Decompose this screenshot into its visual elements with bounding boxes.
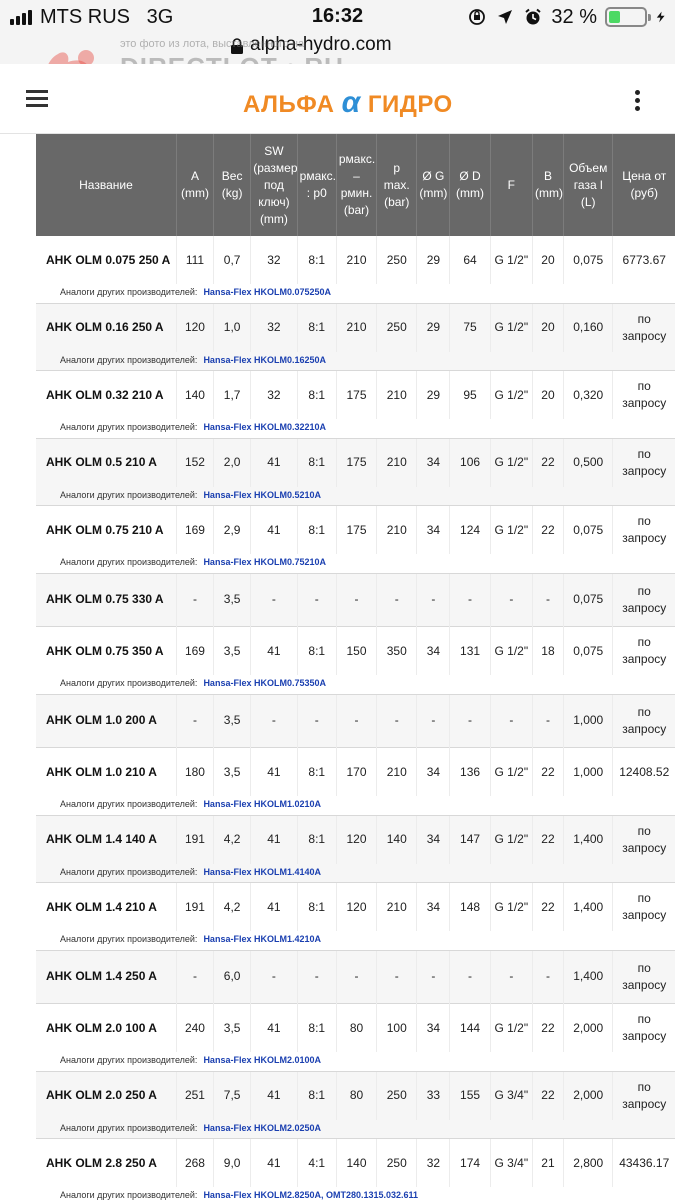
cell-b: 20 [532,304,563,352]
table-row [36,816,675,864]
cell-name: AHK OLM 0.32 210 A [36,371,176,419]
cell-og: 29 [417,304,450,352]
cell-f: G 1/2" [490,304,532,352]
cell-pmax-pmin: 80 [336,1072,376,1120]
analog-row [36,1052,675,1071]
cell-pmax-p0: 8:1 [297,748,336,796]
carrier-name: MTS RUS [40,6,130,28]
cell-od: 136 [450,748,490,796]
cell-od: - [450,951,490,1004]
cell-f: G 1/2" [490,883,532,931]
header-volume: Объем газа l (L) [563,134,613,236]
cell-p-max: - [377,695,417,748]
cell-pmax-pmin: 170 [336,748,376,796]
cell-p-max: - [377,574,417,627]
cell-weight: 6,0 [214,951,251,1004]
cell-p-max: 250 [377,1072,417,1120]
analog-cell [36,931,675,950]
analog-cell [36,1120,675,1139]
analog-link[interactable]: Hansa-Flex HKOLM2.0250A [203,1122,321,1133]
table-row [36,951,675,1004]
cell-f: - [490,695,532,748]
analog-row [36,864,675,883]
cell-p-max: 210 [377,506,417,554]
cell-pmax-pmin: 120 [336,816,376,864]
table-row [36,1139,675,1187]
cell-a: 268 [176,1139,213,1187]
more-options-icon[interactable] [635,90,641,110]
analog-prefix: Аналоги других производителей: [60,934,198,944]
cell-p-max: 210 [377,748,417,796]
cell-volume: 0,075 [563,506,613,554]
cell-name: AHK OLM 0.5 210 A [36,439,176,487]
cell-a: 169 [176,506,213,554]
header-pmax-pmin: pмакс. – pмин. (bar) [336,134,376,236]
cell-sw: 41 [251,627,297,675]
cell-b: 22 [532,883,563,931]
cell-p-max: 250 [377,1139,417,1187]
table-row [36,1004,675,1052]
cell-pmax-p0: 8:1 [297,439,336,487]
cell-og: 33 [417,1072,450,1120]
table-row [36,506,675,554]
cell-pmax-p0: 8:1 [297,371,336,419]
header-og: Ø G (mm) [417,134,450,236]
cell-volume: 1,400 [563,883,613,931]
browser-url-bar[interactable] [0,34,675,64]
analog-row [36,1120,675,1139]
cell-name: AHK OLM 1.4 140 A [36,816,176,864]
cell-weight: 3,5 [214,1004,251,1052]
orientation-lock-icon [467,7,487,27]
header-weight: Вес (kg) [214,134,251,236]
cell-a: - [176,695,213,748]
cell-volume: 1,400 [563,951,613,1004]
cell-sw: 41 [251,883,297,931]
analog-cell [36,352,675,371]
cell-name: AHK OLM 0.075 250 A [36,236,176,284]
cell-p-max: 210 [377,371,417,419]
analog-link[interactable]: Hansa-Flex HKOLM2.0100A [203,1055,321,1065]
analog-cell [36,1187,675,1200]
header-sw: SW (размер под ключ) (mm) [251,134,297,236]
cell-od: 155 [450,1072,490,1120]
menu-icon[interactable] [26,90,48,108]
cell-a: - [176,574,213,627]
cell-volume: 2,800 [563,1139,613,1187]
analog-link[interactable]: Hansa-Flex HKOLM0.75210A [203,557,326,567]
analog-prefix: Аналоги других производителей: [60,1122,198,1133]
analog-prefix: Аналоги других производителей: [60,287,198,297]
cell-p-max: 140 [377,816,417,864]
analog-link[interactable]: Hansa-Flex HKOLM0.16250A [203,354,326,365]
charging-bolt-icon [655,7,667,27]
header-od: Ø D (mm) [450,134,490,236]
network-type: 3G [146,6,174,28]
analog-prefix: Аналоги других производителей: [60,354,198,365]
analog-cell [36,487,675,506]
site-header [0,64,675,134]
cell-od: 144 [450,1004,490,1052]
analog-link[interactable]: Hansa-Flex HKOLM0.5210A [203,489,321,500]
analog-row [36,1187,675,1200]
cell-weight: 2,0 [214,439,251,487]
battery-icon [605,7,647,27]
watermark-caption: это фото из лота, выставленного на [120,38,305,50]
cell-pmax-pmin: 175 [336,371,376,419]
cell-pmax-p0: 8:1 [297,627,336,675]
analog-prefix: Аналоги других производителей: [60,799,198,809]
cell-weight: 9,0 [214,1139,251,1187]
cell-weight: 3,5 [214,574,251,627]
logo-alpha-symbol: α [341,86,361,119]
cell-sw: - [251,695,297,748]
cell-og: 34 [417,816,450,864]
analog-prefix: Аналоги других производителей: [60,866,198,877]
cell-f: - [490,951,532,1004]
cell-weight: 0,7 [214,236,251,284]
cell-price: по запросу [613,951,675,1004]
cell-od: 106 [450,439,490,487]
analog-row [36,931,675,950]
cell-p-max: 210 [377,439,417,487]
cell-pmax-p0: 8:1 [297,304,336,352]
cell-name: AHK OLM 1.0 210 A [36,748,176,796]
table-row [36,695,675,748]
table-header [36,134,675,236]
cell-b: 18 [532,627,563,675]
cell-a: 111 [176,236,213,284]
analog-cell [36,419,675,438]
cell-weight: 3,5 [214,627,251,675]
cell-a: 240 [176,1004,213,1052]
cell-pmax-p0: 4:1 [297,1139,336,1187]
cell-volume: 0,075 [563,627,613,675]
cell-pmax-p0: 8:1 [297,816,336,864]
cell-name: AHK OLM 2.8 250 A [36,1139,176,1187]
cell-a: 191 [176,816,213,864]
cell-price: по запросу [613,883,675,931]
cell-name: AHK OLM 2.0 100 A [36,1004,176,1052]
header-b: B (mm) [532,134,563,236]
cell-b: - [532,574,563,627]
analog-row [36,284,675,303]
cell-name: AHK OLM 0.75 330 A [36,574,176,627]
analog-prefix: Аналоги других производителей: [60,422,198,432]
cell-volume: 0,075 [563,574,613,627]
header-name: Название [36,134,176,236]
cell-f: G 3/4" [490,1139,532,1187]
cell-a: 120 [176,304,213,352]
cell-sw: 32 [251,304,297,352]
cell-og: 34 [417,1004,450,1052]
cell-sw: - [251,951,297,1004]
cell-pmax-pmin: 140 [336,1139,376,1187]
cell-pmax-pmin: 120 [336,883,376,931]
analog-prefix: Аналоги других производителей: [60,678,198,688]
cell-sw: 41 [251,506,297,554]
cell-og: - [417,695,450,748]
cell-od: - [450,695,490,748]
cell-pmax-pmin: 175 [336,439,376,487]
analog-row [36,352,675,371]
cell-f: G 1/2" [490,1004,532,1052]
site-logo[interactable] [243,86,453,120]
cell-weight: 3,5 [214,748,251,796]
status-icons [467,5,667,29]
header-f: F [490,134,532,236]
cell-b: - [532,695,563,748]
status-bar [0,0,675,34]
clock: 16:32 [311,5,364,27]
analog-cell [36,675,675,694]
table-row [36,1072,675,1120]
analog-prefix: Аналоги других производителей: [60,1190,198,1200]
cell-p-max: 210 [377,883,417,931]
cell-sw: 41 [251,816,297,864]
cell-p-max: 100 [377,1004,417,1052]
analog-row [36,487,675,506]
cell-pmax-p0: 8:1 [297,506,336,554]
analog-prefix: Аналоги других производителей: [60,1055,198,1065]
cell-price: по запросу [613,574,675,627]
cell-f: G 1/2" [490,371,532,419]
alarm-icon [523,7,543,27]
cell-b: 22 [532,439,563,487]
cell-b: 22 [532,1004,563,1052]
cell-price: по запросу [613,816,675,864]
cell-weight: 4,2 [214,883,251,931]
cell-p-max: - [377,951,417,1004]
cell-od: 174 [450,1139,490,1187]
analog-row [36,675,675,694]
cell-sw: 32 [251,236,297,284]
logo-word-gidro: ГИДРО [367,91,453,118]
cell-f: G 1/2" [490,748,532,796]
cell-pmax-pmin: 80 [336,1004,376,1052]
cell-f: G 3/4" [490,1072,532,1120]
cell-sw: - [251,574,297,627]
cell-od: 64 [450,236,490,284]
cell-a: 140 [176,371,213,419]
cell-og: 29 [417,236,450,284]
cell-pmax-pmin: 150 [336,627,376,675]
cell-p-max: 250 [377,236,417,284]
cell-pmax-pmin: - [336,574,376,627]
cell-pmax-p0: 8:1 [297,883,336,931]
cell-og: 34 [417,627,450,675]
cell-sw: 41 [251,1072,297,1120]
analog-cell [36,796,675,815]
cell-a: 180 [176,748,213,796]
cell-name: AHK OLM 2.0 250 A [36,1072,176,1120]
logo-word-alfa: АЛЬФА [243,91,335,118]
cell-og: 34 [417,883,450,931]
analog-cell [36,284,675,303]
analog-link[interactable]: Hansa-Flex HKOLM0.32210A [203,422,326,432]
cell-b: - [532,951,563,1004]
cell-b: 21 [532,1139,563,1187]
cell-og: 29 [417,371,450,419]
location-icon [495,7,515,27]
cell-pmax-pmin: 175 [336,506,376,554]
cell-og: - [417,574,450,627]
cell-f: G 1/2" [490,506,532,554]
cell-price: по запросу [613,627,675,675]
cell-sw: 41 [251,1004,297,1052]
cell-og: 34 [417,748,450,796]
analog-cell [36,1052,675,1071]
header-p-max: p max. (bar) [377,134,417,236]
cell-volume: 1,000 [563,695,613,748]
cell-pmax-p0: - [297,695,336,748]
cell-pmax-pmin: - [336,695,376,748]
cell-f: G 1/2" [490,816,532,864]
table-row [36,574,675,627]
cell-volume: 0,075 [563,236,613,284]
cell-pmax-pmin: 210 [336,304,376,352]
cell-a: 251 [176,1072,213,1120]
cell-price: по запросу [613,371,675,419]
analog-link[interactable]: Hansa-Flex HKOLM1.0210A [203,799,321,809]
battery-level-fill [609,11,620,23]
cell-od: 75 [450,304,490,352]
table-row [36,236,675,284]
cell-weight: 1,7 [214,371,251,419]
analog-link[interactable]: Hansa-Flex HKOLM0.75350A [203,678,326,688]
cell-price: 43436.17 [613,1139,675,1187]
cell-og: 34 [417,439,450,487]
cell-weight: 1,0 [214,304,251,352]
table-row [36,748,675,796]
cell-b: 20 [532,371,563,419]
table-row [36,883,675,931]
cell-od: 124 [450,506,490,554]
cell-name: AHK OLM 1.0 200 A [36,695,176,748]
cell-p-max: 350 [377,627,417,675]
cell-f: G 1/2" [490,627,532,675]
accumulator-specs-table [36,134,675,1200]
cell-f: G 1/2" [490,439,532,487]
analog-link[interactable]: Hansa-Flex HKOLM1.4210A [203,934,321,944]
analog-prefix: Аналоги других производителей: [60,489,198,500]
cell-pmax-p0: - [297,951,336,1004]
table-row [36,439,675,487]
header-a: A (mm) [176,134,213,236]
cell-od: - [450,574,490,627]
cell-a: 152 [176,439,213,487]
cell-f: - [490,574,532,627]
cell-price: по запросу [613,695,675,748]
cell-volume: 2,000 [563,1004,613,1052]
table-row [36,627,675,675]
cell-name: AHK OLM 0.75 350 A [36,627,176,675]
cell-p-max: 250 [377,304,417,352]
cell-volume: 1,000 [563,748,613,796]
cell-price: по запросу [613,439,675,487]
table-row [36,304,675,352]
cell-name: AHK OLM 1.4 210 A [36,883,176,931]
battery-percent: 32 % [551,5,597,28]
cell-od: 131 [450,627,490,675]
url-text[interactable]: alpha-hydro.com [250,34,392,55]
table-row [36,371,675,419]
cell-price: 6773.67 [613,236,675,284]
analog-cell [36,864,675,883]
cell-volume: 0,320 [563,371,613,419]
cell-od: 147 [450,816,490,864]
cell-og: - [417,951,450,1004]
product-table-container [36,134,675,1200]
cell-price: по запросу [613,1004,675,1052]
analog-row [36,419,675,438]
cell-sw: 41 [251,1139,297,1187]
cell-pmax-p0: 8:1 [297,1004,336,1052]
cell-b: 20 [532,236,563,284]
cell-weight: 4,2 [214,816,251,864]
table-body [36,236,675,1200]
cell-price: по запросу [613,304,675,352]
analog-link[interactable]: Hansa-Flex HKOLM1.4140A [203,866,321,877]
cell-b: 22 [532,506,563,554]
analog-link[interactable]: Hansa-Flex HKOLM0.075250A [203,287,331,297]
cell-od: 148 [450,883,490,931]
cell-pmax-p0: - [297,574,336,627]
analog-row [36,554,675,573]
cell-volume: 2,000 [563,1072,613,1120]
cell-od: 95 [450,371,490,419]
header-pmax-p0: pмакс. : p0 [297,134,336,236]
cell-price: 12408.52 [613,748,675,796]
cell-b: 22 [532,816,563,864]
cell-weight: 2,9 [214,506,251,554]
analog-cell [36,554,675,573]
cell-pmax-pmin: - [336,951,376,1004]
cell-pmax-p0: 8:1 [297,236,336,284]
cell-sw: 32 [251,371,297,419]
cell-weight: 7,5 [214,1072,251,1120]
cell-sw: 41 [251,748,297,796]
cell-name: AHK OLM 0.75 210 A [36,506,176,554]
lock-icon [230,38,244,54]
cell-sw: 41 [251,439,297,487]
cell-weight: 3,5 [214,695,251,748]
cell-pmax-pmin: 210 [336,236,376,284]
cell-pmax-p0: 8:1 [297,1072,336,1120]
cell-name: AHK OLM 0.16 250 A [36,304,176,352]
cell-volume: 0,160 [563,304,613,352]
cell-b: 22 [532,748,563,796]
analog-row [36,796,675,815]
analog-link[interactable]: Hansa-Flex HKOLM2.8250A, OMT280.1315.032.611 [203,1190,419,1200]
cell-f: G 1/2" [490,236,532,284]
cell-a: - [176,951,213,1004]
cell-og: 32 [417,1139,450,1187]
cell-price: по запросу [613,506,675,554]
cell-volume: 0,500 [563,439,613,487]
cell-volume: 1,400 [563,816,613,864]
cell-og: 34 [417,506,450,554]
analog-prefix: Аналоги других производителей: [60,557,198,567]
header-price: Цена от (руб) [613,134,675,236]
cell-a: 169 [176,627,213,675]
cell-name: AHK OLM 1.4 250 A [36,951,176,1004]
cell-b: 22 [532,1072,563,1120]
cell-a: 191 [176,883,213,931]
cell-price: по запросу [613,1072,675,1120]
